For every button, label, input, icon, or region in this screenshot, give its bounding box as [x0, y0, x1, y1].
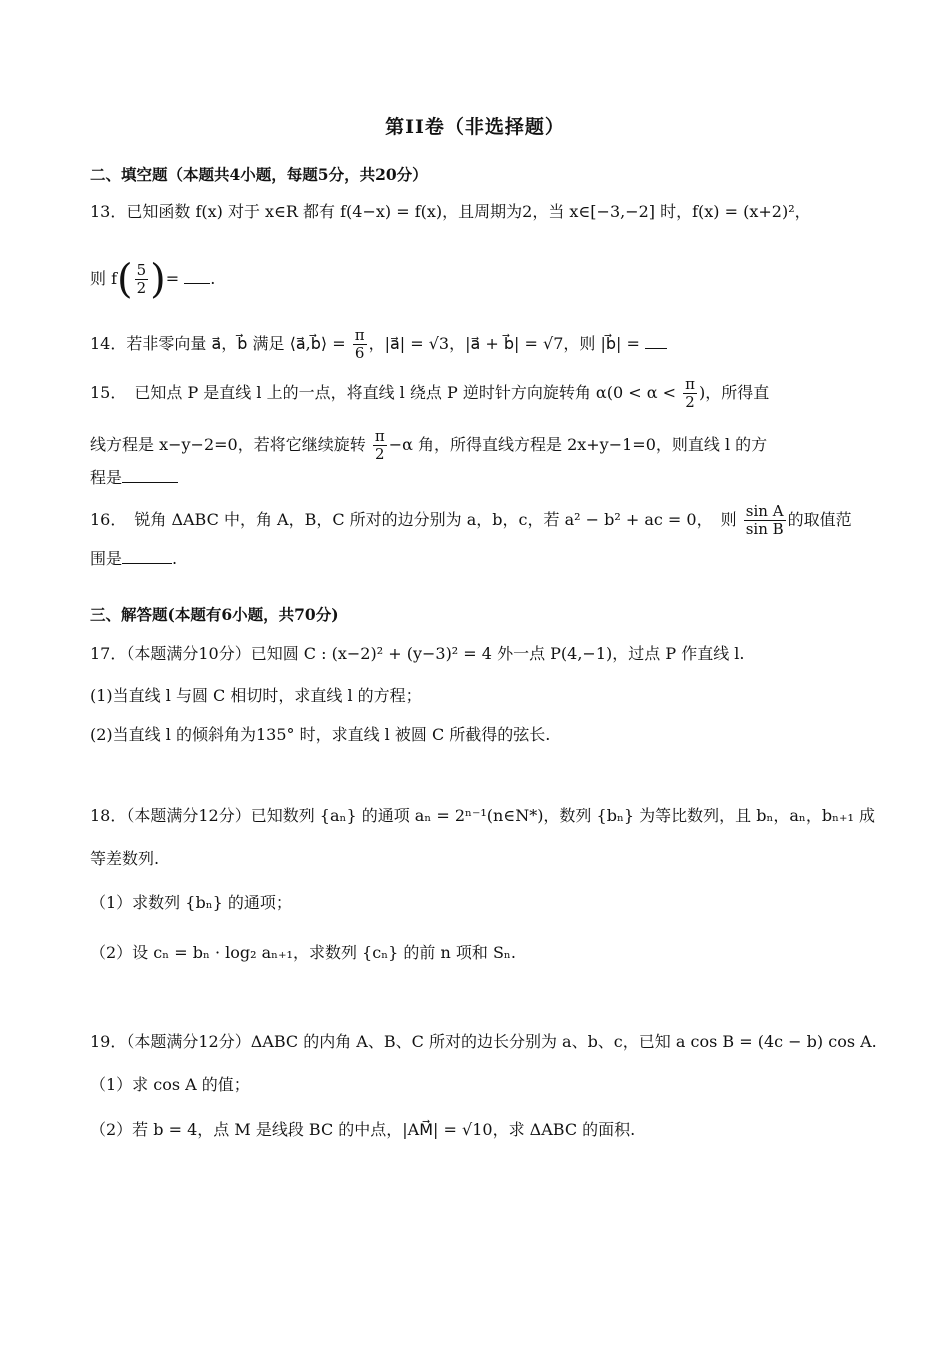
q13-fraction-denominator: 2	[136, 279, 147, 297]
q16-line-1-suffix: 的取值范	[787, 510, 852, 529]
q15-fraction-1-numerator: π	[685, 375, 695, 393]
question-17-part-1: (1)当直线 l 与圆 C 相切时，求直线 l 的方程；	[90, 686, 422, 705]
q15-fraction-1-denominator: 2	[685, 393, 695, 411]
q16-line-2-text: 围是	[90, 549, 123, 568]
q14-suffix: ，|a⃗| = √3，|a⃗ + b⃗| = √7，则 |b⃗| =	[368, 334, 640, 353]
q14-answer-blank[interactable]	[645, 334, 667, 349]
q15-fraction-2-denominator: 2	[374, 445, 385, 463]
question-13-line-2: 则 f( $\frac{5}{2}$ )= .	[90, 256, 216, 303]
q15-answer-blank[interactable]	[122, 468, 178, 483]
question-18-part-1: （1）求数列 {bₙ} 的通项；	[90, 893, 292, 912]
question-16-line-1	[90, 503, 880, 538]
q14-prefix: 14．若非零向量 a⃗，b⃗ 满足 ⟨a⃗,b⃗⟩ =	[90, 334, 346, 353]
question-18-line-1: 18．（本题满分12分）已知数列 {aₙ} 的通项 aₙ = 2ⁿ⁻¹(n∈N*)，数列 {bₙ} 为等比数列，且 bₙ，aₙ，bₙ₊₁ 成	[90, 806, 875, 825]
q13-fraction-numerator: 5	[136, 261, 147, 279]
question-19-stem: 19．（本题满分12分）ΔABC 的内角 A、B、C 所对的边长分别为 a、b、c，已知 a cos B = (4c − b) cos A.	[90, 1032, 877, 1051]
q13-close-paren: )	[150, 256, 166, 303]
q15-line-1-prefix: 15． 已知点 P 是直线 l 上的一点，将直线 l 绕点 P 逆时针方向旋转角 α(0 < α <	[90, 383, 677, 402]
q16-fraction-denominator: sin B	[745, 520, 784, 538]
q15-line-3-text: 程是	[90, 468, 123, 487]
q13-prefix: 则 f	[90, 269, 118, 288]
q15-fraction-2-numerator: π	[374, 427, 385, 445]
question-13-line-1: 13．已知函数 f(x) 对于 x∈R 都有 f(4−x) = f(x)，且周期为2，当 x∈[−3,−2] 时，f(x) = (x+2)²，	[90, 202, 811, 221]
question-16-line-2: 围是 .	[90, 549, 178, 568]
question-17-part-2: (2)当直线 l 的倾斜角为135° 时，求直线 l 被圆 C 所截得的弦长.	[90, 725, 551, 744]
q15-fraction-1	[683, 376, 697, 411]
q15-line-2-suffix: −α 角，所得直线方程是 2x+y−1=0，则直线 l 的方	[388, 435, 768, 454]
section-fill-in-heading: 二、填空题（本题共4小题，每题5分，共20分）	[90, 165, 428, 184]
question-19-part-1: （1）求 cos A 的值；	[90, 1075, 250, 1094]
q16-fraction	[744, 503, 786, 538]
q15-line-1-suffix: )，所得直	[698, 383, 770, 402]
q16-line-1-prefix: 16． 锐角 ΔABC 中，角 A，B，C 所对的边分别为 a，b，c，若 a² − b² + ac = 0， 则	[90, 510, 737, 529]
q15-fraction-2	[373, 428, 387, 463]
q16-answer-blank[interactable]	[122, 549, 172, 564]
q14-fraction-numerator: π	[354, 326, 365, 344]
q13-suffix: =	[165, 269, 180, 288]
question-18-part-2: （2）设 cₙ = bₙ · log₂ aₙ₊₁，求数列 {cₙ} 的前 n 项和 Sₙ.	[90, 943, 516, 962]
q13-open-paren: (	[117, 256, 133, 303]
q13-fraction	[135, 262, 149, 297]
q13-answer-blank[interactable]	[184, 269, 210, 284]
question-17-stem: 17．（本题满分10分）已知圆 C : (x−2)² + (y−3)² = 4 外一点 P(4,−1)，过点 P 作直线 l.	[90, 644, 745, 663]
q14-fraction	[353, 327, 367, 362]
question-15-line-2	[90, 428, 880, 463]
question-19-part-2: （2）若 b = 4，点 M 是线段 BC 的中点，|AM⃗| = √10，求 ΔABC 的面积.	[90, 1120, 636, 1139]
q14-fraction-denominator: 6	[354, 344, 365, 362]
q15-line-2-prefix: 线方程是 x−y−2=0，若将它继续旋转	[90, 435, 366, 454]
section-solutions-heading: 三、解答题(本题有6小题，共70分)	[90, 605, 339, 624]
question-15-line-3	[90, 466, 880, 490]
question-15-line-1	[90, 376, 880, 411]
question-14	[90, 327, 880, 362]
page-title: 第II卷（非选择题）	[385, 116, 565, 138]
q16-fraction-numerator: sin A	[744, 503, 786, 521]
question-18-line-2: 等差数列.	[90, 849, 160, 868]
